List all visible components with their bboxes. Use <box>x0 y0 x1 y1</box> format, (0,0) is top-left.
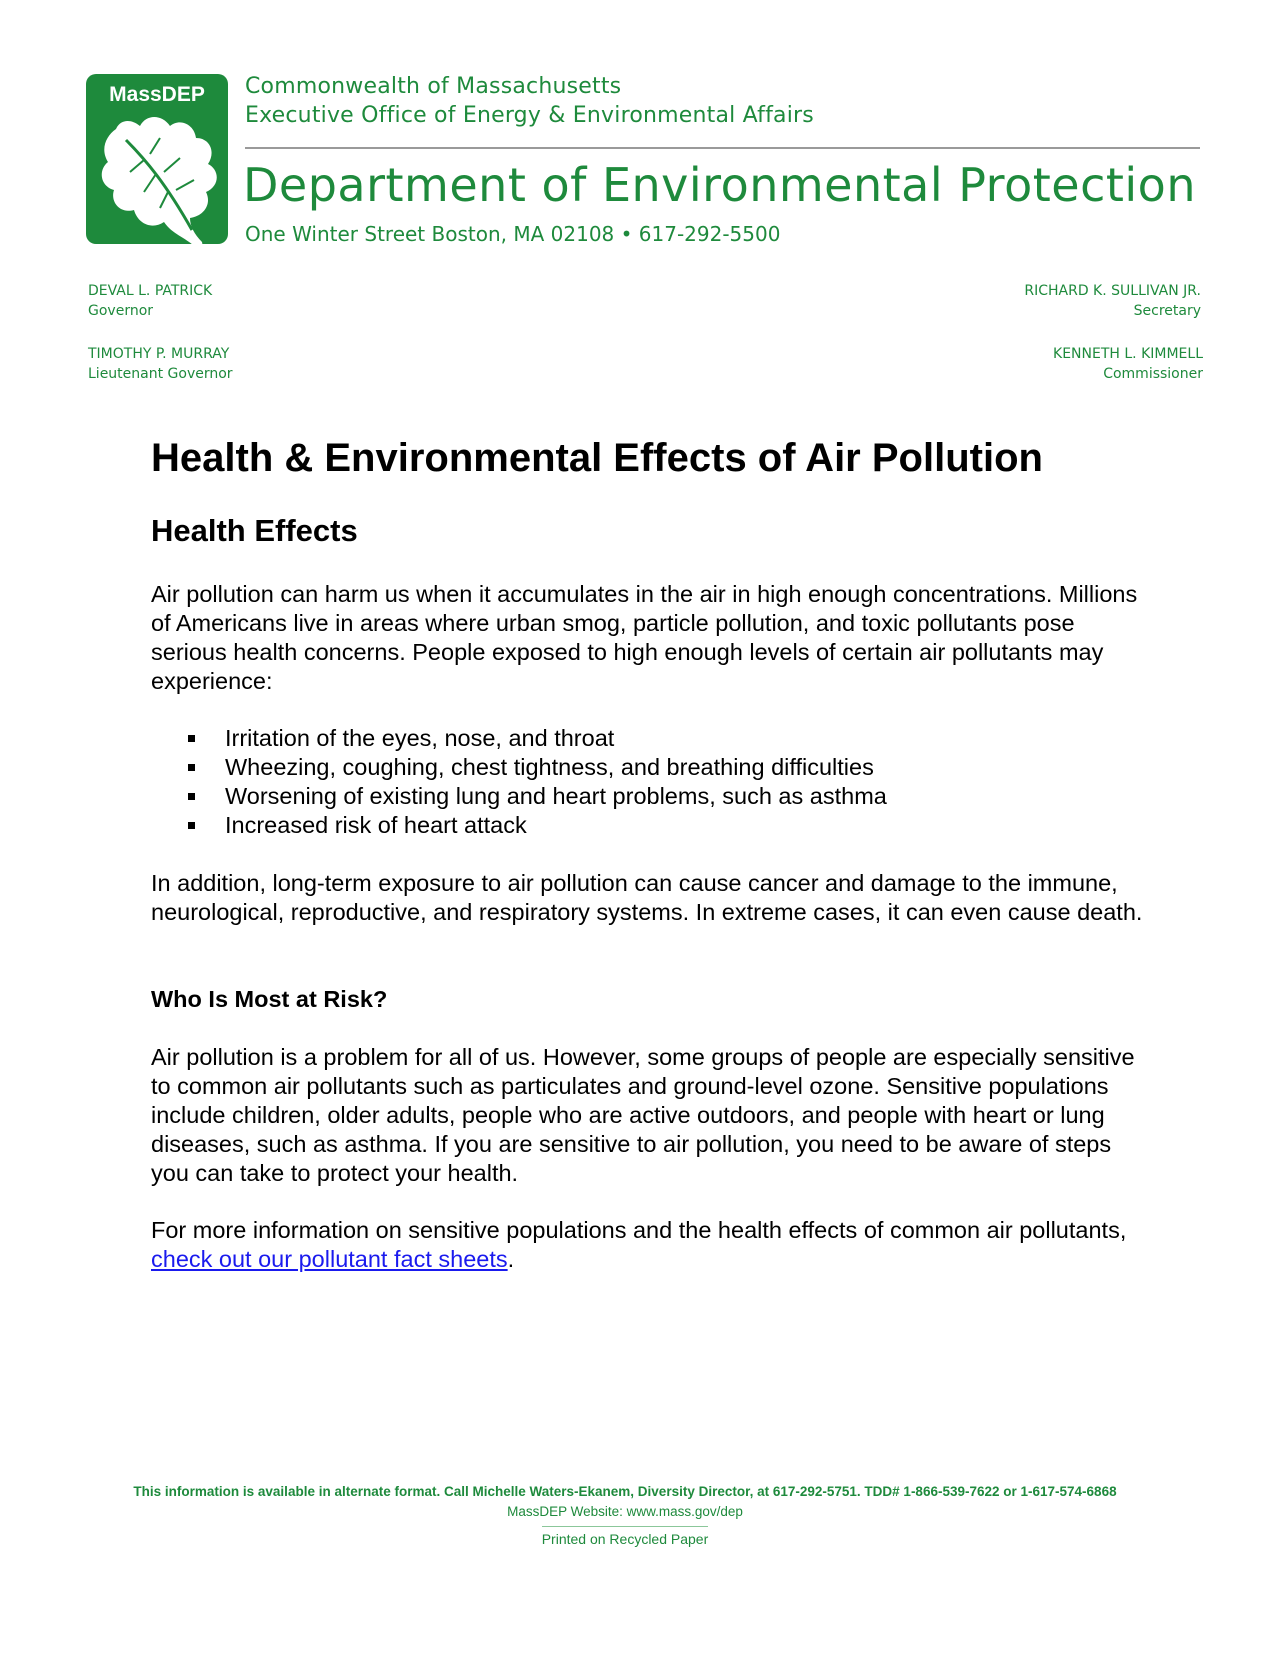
section-heading-health-effects: Health Effects <box>151 513 358 548</box>
official-title: Lieutenant Governor <box>88 366 233 382</box>
bullet-icon <box>188 764 195 771</box>
bullet-icon <box>188 822 195 829</box>
official-title: Governor <box>88 303 154 319</box>
official-lt-governor <box>88 344 233 384</box>
paragraph-intro: Air pollution can harm us when it accumulates in the air in high enough concentrations. Millions of Americans live in areas where urban smog, particle pollution, and toxic pollutants pose serious health concerns. People exposed to high enough levels of certain air pollutants may experience: <box>151 581 1138 694</box>
footer-recycled-text: Printed on Recycled Paper <box>542 1526 709 1547</box>
header-divider <box>245 147 1200 149</box>
paragraph-text: For more information on sensitive populations and the health effects of common air pollutants, <box>151 1217 1127 1243</box>
massdep-logo <box>86 74 228 256</box>
official-governor <box>88 281 212 321</box>
list-item <box>151 724 887 753</box>
official-name: KENNETH L. KIMMELL <box>1053 346 1203 362</box>
paragraph-text: . <box>507 1246 515 1272</box>
org-line-commonwealth: Commonwealth of Massachusetts <box>245 74 622 99</box>
department-address: One Winter Street Boston, MA 02108 • 617-292-5500 <box>245 222 781 246</box>
bullet-icon <box>188 735 195 742</box>
official-name: RICHARD K. SULLIVAN JR. <box>1024 283 1201 299</box>
list-item <box>151 782 887 811</box>
paragraph-more-info <box>151 1216 1151 1274</box>
document-title: Health & Environmental Effects of Air Pollution <box>151 436 1043 480</box>
official-title: Commissioner <box>1103 366 1203 382</box>
subheading-most-at-risk: Who Is Most at Risk? <box>151 986 388 1012</box>
list-item-text: Irritation of the eyes, nose, and throat <box>225 725 615 751</box>
department-name: Department of Environmental Protection <box>243 158 1196 212</box>
official-commissioner <box>1053 344 1203 384</box>
list-item <box>151 753 887 782</box>
org-line-executive-office: Executive Office of Energy & Environmental Affairs <box>245 103 814 128</box>
footer-website: MassDEP Website: www.mass.gov/dep <box>507 1504 743 1519</box>
pollutant-fact-sheets-link[interactable]: check out our pollutant fact sheets <box>151 1246 508 1272</box>
official-name: TIMOTHY P. MURRAY <box>88 346 230 362</box>
effects-list <box>151 724 887 840</box>
official-name: DEVAL L. PATRICK <box>88 283 213 299</box>
official-secretary <box>1024 281 1201 321</box>
list-item <box>151 811 887 840</box>
paragraph-sensitive-groups: Air pollution is a problem for all of us. However, some groups of people are especially sensitive to common air pollutants such as particulates and ground-level ozone. Sensitive populations include children, older adults, people who are active outdoors, and people with heart or lung diseases, such as asthma. If you are sensitive to air pollution, you need to be aware of steps you can take to protect your health. <box>151 1044 1135 1186</box>
list-item-text: Wheezing, coughing, chest tightness, and breathing difficulties <box>225 754 874 780</box>
footer-alternate-format-notice: This information is available in alternate format. Call Michelle Waters-Ekanem, Diversity Director, at 617-292-5751. TDD# 1-866-539-7622 or 1-617-574-6868 <box>133 1484 1117 1499</box>
list-item-text: Increased risk of heart attack <box>225 812 527 838</box>
logo-text: MassDEP <box>109 83 205 106</box>
paragraph-long-term: In addition, long-term exposure to air pollution can cause cancer and damage to the immune, neurological, reproductive, and respiratory systems. In extreme cases, it can even cause death. <box>151 870 1143 925</box>
bullet-icon <box>188 793 195 800</box>
list-item-text: Worsening of existing lung and heart problems, such as asthma <box>225 783 887 809</box>
official-title: Secretary <box>1133 303 1201 319</box>
footer-recycled-note <box>0 1526 1250 1547</box>
